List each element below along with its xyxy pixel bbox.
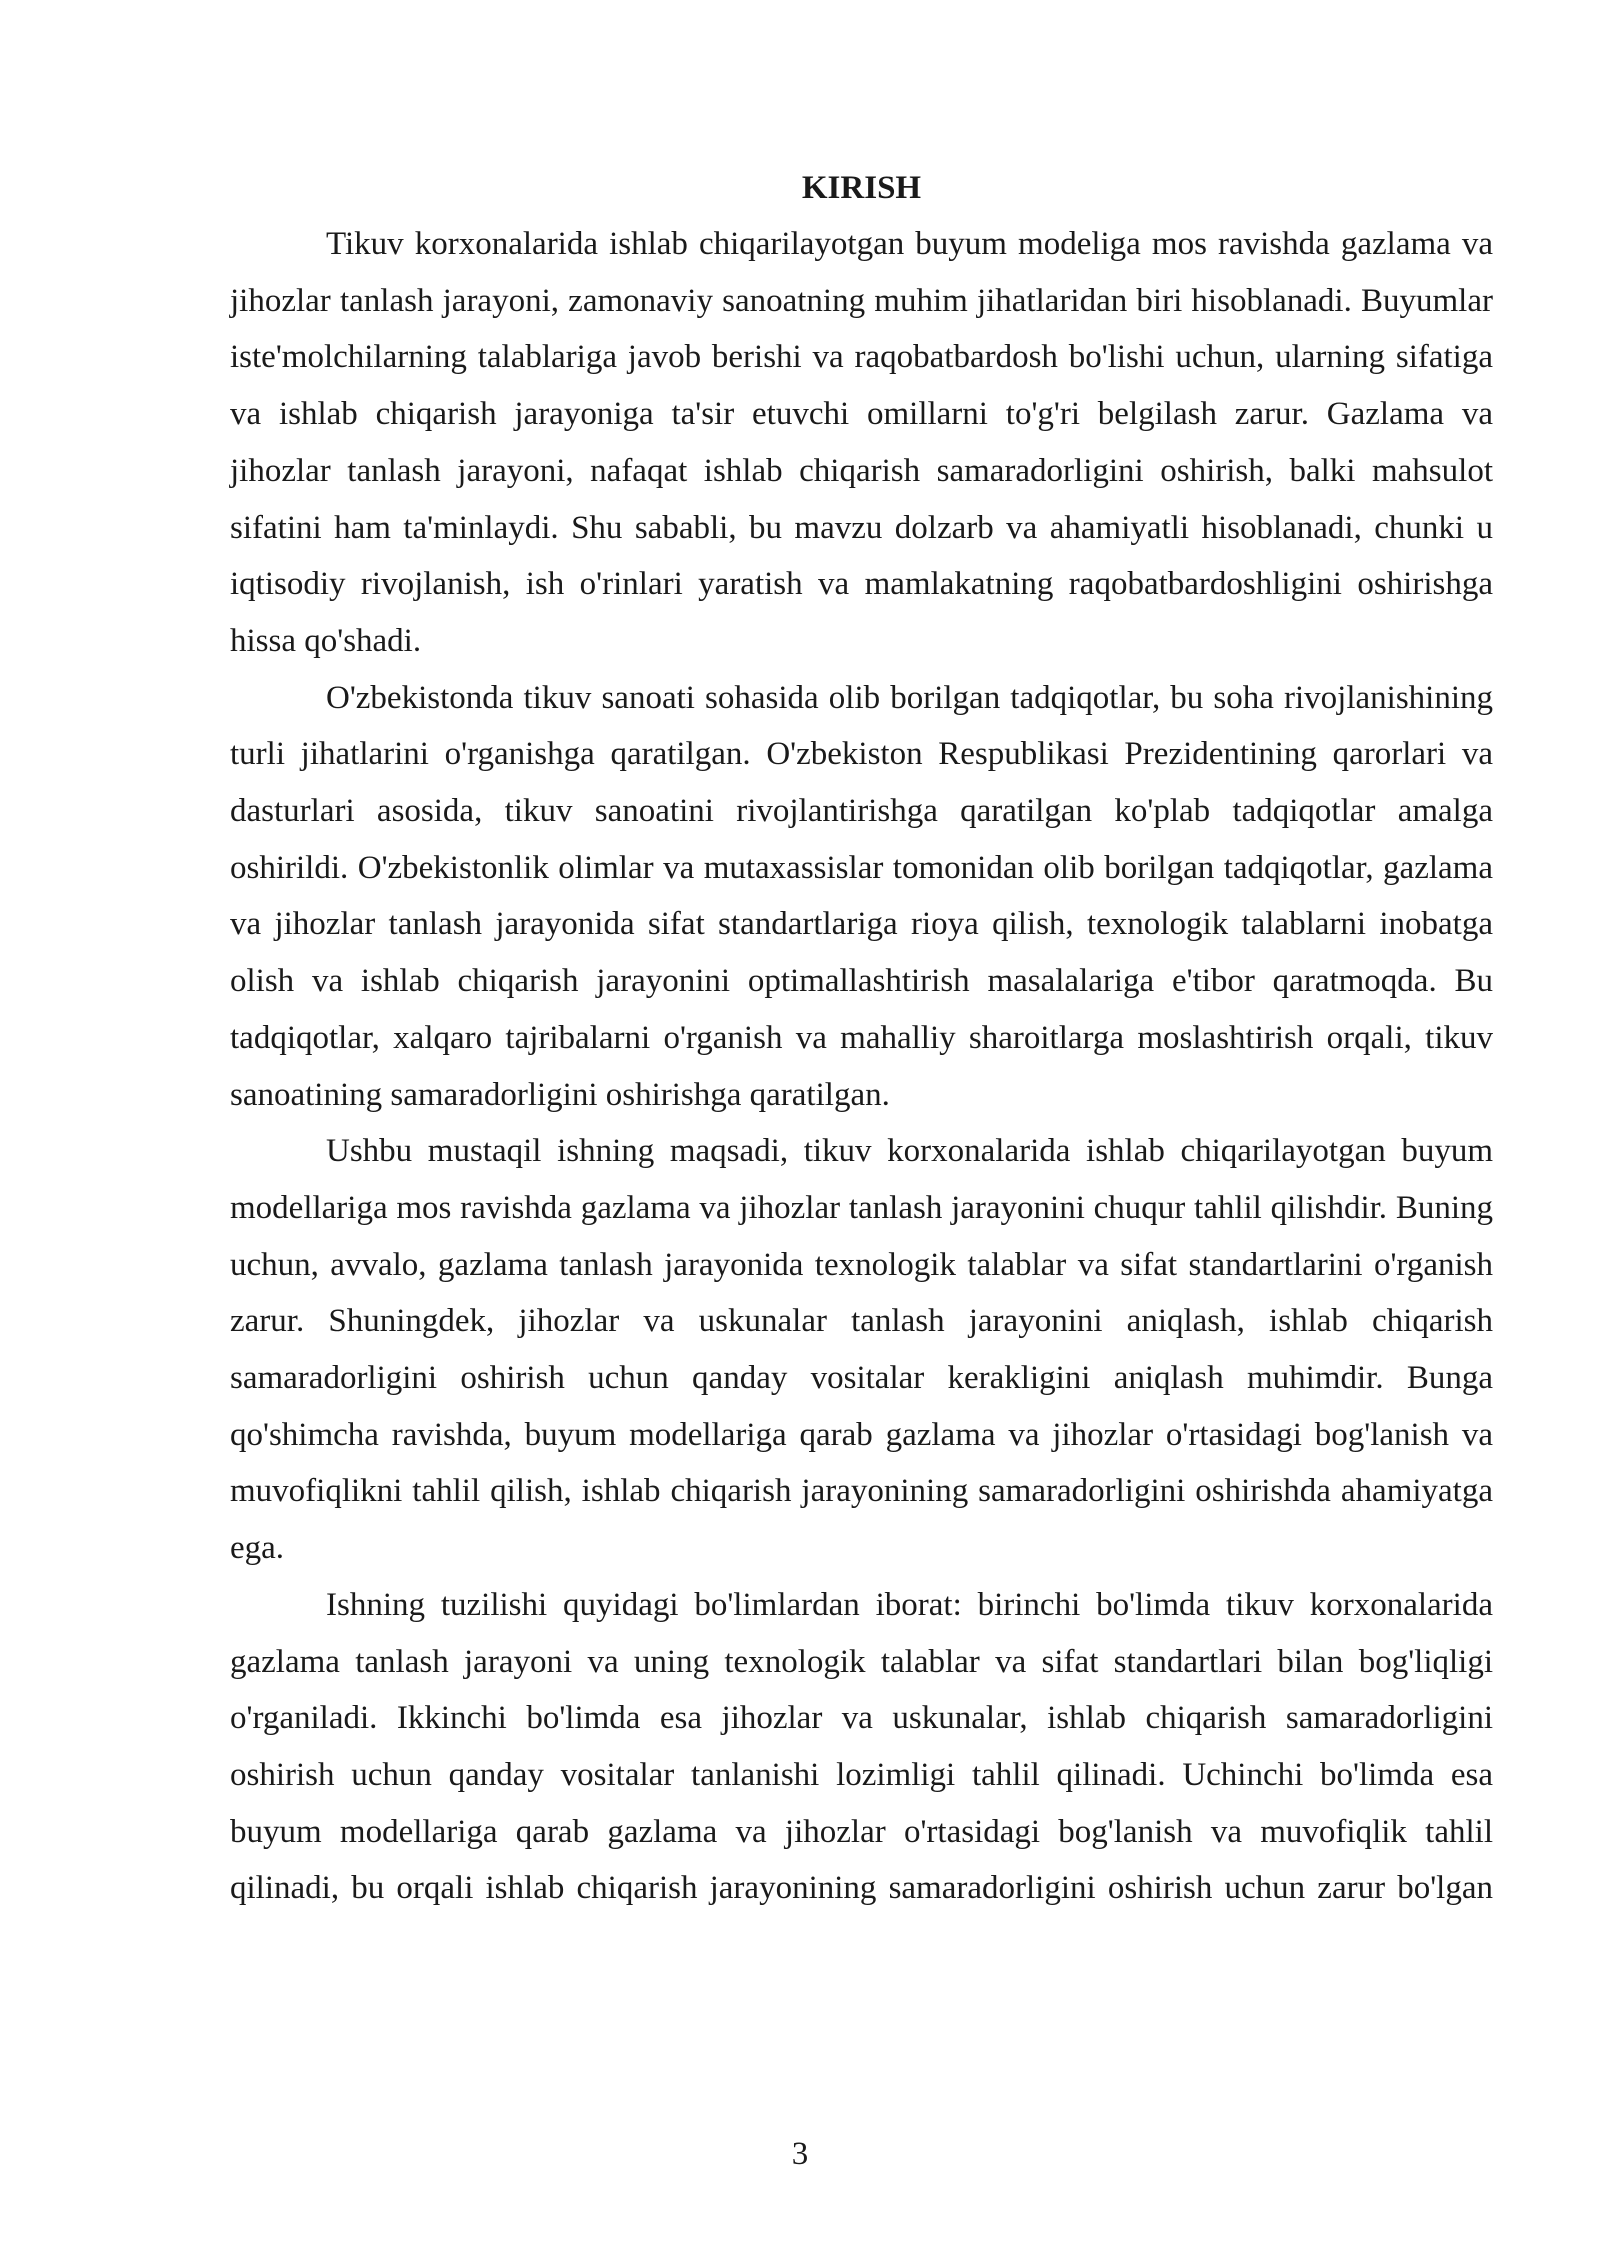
paragraph-1: Tikuv korxonalarida ishlab chiqarilayotgan buyum modeliga mos ravishda gazlama va jihozlar tanlash jarayoni, zamonaviy sanoatning muhim jihatlaridan biri hisoblanadi. Buyumlar iste'molchilarning talablariga javob berishi va raqobatbardosh bo'lishi uchun, ularning sifatiga va ishlab chiqarish jarayoniga ta'sir etuvchi omillarni to'g'ri belgilash zarur. Gazlama va jihozlar tanlash jarayoni, nafaqat ishlab chiqarish samaradorligini oshirish, balki mahsulot sifatini ham ta'minlaydi. Shu sababli, bu mavzu dolzarb va ahamiyatli hisoblanadi, chunki u iqtisodiy rivojlanish, ish o'rinlari yaratish va mamlakatning raqobatbardoshligini oshirishga hissa qo'shadi. [230,226,1493,659]
page-number: 3 [791,2136,809,2172]
paragraph-3: Ushbu mustaqil ishning maqsadi, tikuv korxonalarida ishlab chiqarilayotgan buyum modellariga mos ravishda gazlama va jihozlar tanlash jarayonini chuqur tahlil qilishdir. Buning uchun, avvalo, gazlama tanlash jarayonida texnologik talablar va sifat standartlarini o'rganish zarur. Shuningdek, jihozlar va uskunalar tanlash jarayonini aniqlash, ishlab chiqarish samaradorligini oshirish uchun qanday vositalar kerakligini aniqlash muhimdir. Bunga qo'shimcha ravishda, buyum modellariga qarab gazlama va jihozlar o'rtasidagi bog'lanish va muvofiqlikni tahlil qilish, ishlab chiqarish jarayonining samaradorligini oshirishda ahamiyatga ega. [230,1133,1493,1567]
page-content [230,160,1493,1917]
page-title: KIRISH [801,170,922,206]
paragraph-4: Ishning tuzilishi quyidagi bo'limlardan iborat: birinchi bo'limda tikuv korxonalarida gazlama tanlash jarayoni va uning texnologik talablar va sifat standartlari bilan bog'liqligi o'rganiladi. Ikkinchi bo'limda esa jihozlar va uskunalar, ishlab chiqarish samaradorligini oshirish uchun qanday vositalar tanlanishi lozimligi tahlil qilinadi. Uchinchi bo'limda esa buyum modellariga qarab gazlama va jihozlar o'rtasidagi bog'lanish va muvofiqlik tahlil qilinadi, bu orqali ishlab chiqarish jarayonining samaradorligini oshirish uchun zarur bo'lgan [230,1586,1493,1907]
paragraph-2: O'zbekistonda tikuv sanoati sohasida olib borilgan tadqiqotlar, bu soha rivojlanishining turli jihatlarini o'rganishga qaratilgan. O'zbekiston Respublikasi Prezidentining qarorlari va dasturlari asosida, tikuv sanoatini rivojlantirishga qaratilgan ko'plab tadqiqotlar amalga oshirildi. O'zbekistonlik olimlar va mutaxassislar tomonidan olib borilgan tadqiqotlar, gazlama va jihozlar tanlash jarayonida sifat standartlariga rioya qilish, texnologik talablarni inobatga olish va ishlab chiqarish jarayonini optimallashtirish masalalariga e'tibor qaratmoqda. Bu tadqiqotlar, xalqaro tajribalarni o'rganish va mahalliy sharoitlarga moslashtirish orqali, tikuv sanoatining samaradorligini oshirishga qaratilgan. [230,679,1493,1113]
